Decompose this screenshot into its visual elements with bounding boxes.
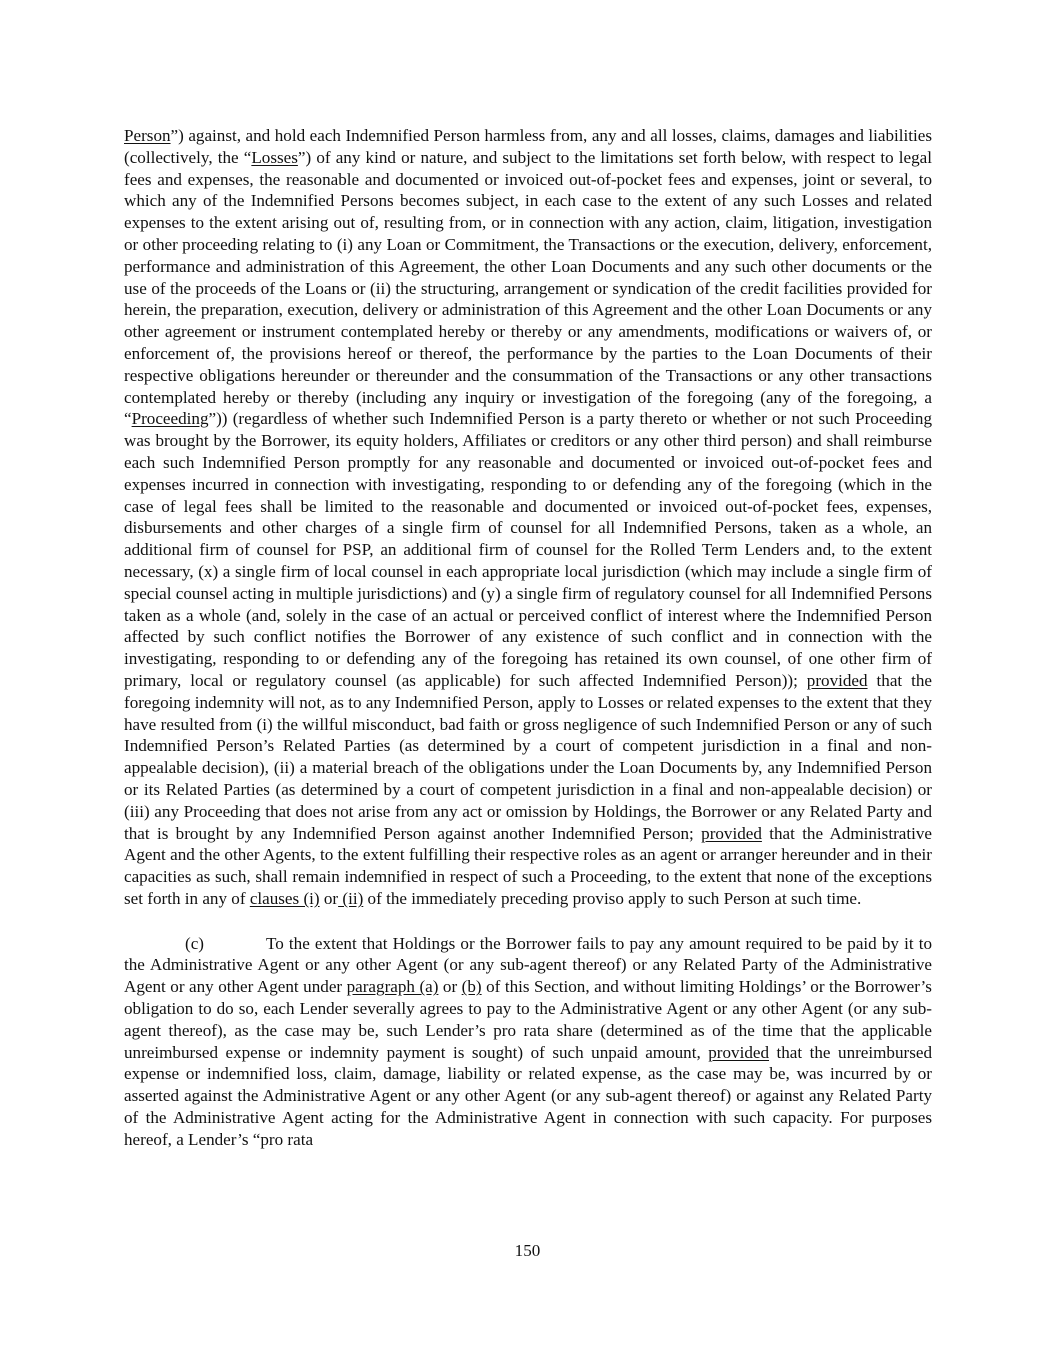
cross-reference-clauses-i: clauses (i) [249, 888, 320, 908]
defined-term-proceeding: Proceeding [131, 409, 209, 429]
cross-reference-ii: (ii) [338, 888, 364, 908]
paragraph-text: or [319, 888, 339, 908]
page-number: 150 [514, 1241, 541, 1260]
paragraph-text: of the immediately preceding proviso apply to such Person at such time. [363, 888, 862, 908]
paragraph-text: To the extent that Holdings or the Borrower fails to pay any amount required to be paid by it to the Administrative Agent or any other Agent (or any sub-agent thereof) or any Related Party of the Administrative Agent or any other Agent under [124, 933, 932, 997]
defined-term-person: Person [124, 126, 171, 145]
document-page [124, 125, 932, 1151]
paragraph-text: that the Administrative Agent and the other Agents, to the extent fulfilling their respective roles as an agent or arranger hereunder and in their capacities as such, shall remain indemnified in respect of such a Proceeding, to the extent that none of the exceptions set forth in any of [124, 823, 932, 908]
term-provided: provided [708, 1042, 770, 1062]
paragraph-label: (c) [185, 933, 204, 953]
paragraph-text: that the foregoing indemnity will not, as to any Indemnified Person, apply to Losses or related expenses to the extent that they have resulted from (i) the willful misconduct, bad faith or gross negligence of such Indemnified Person or any of such Indemnified Person’s Related Parties (as determined by a court of competent jurisdiction in a final and non-appealable decision), (ii) a material breach of the obligations under the Loan Documents by, any Indemnified Person or its Related Parties (as determined by a court of competent jurisdiction in a final and non-appealable decision) or (iii) any Proceeding that does not arise from any act or omission by Holdings, the Borrower or any Related Party and that is brought by any Indemnified Person against another Indemnified Person; [124, 670, 933, 843]
paragraph-text: ”) against, and hold each Indemnified Person harmless from, any and all losses, claims, damages and liabilities (collectively, the “ [124, 126, 932, 167]
indemnification-paragraph [124, 125, 932, 910]
term-provided: provided [806, 670, 868, 690]
paragraph-text: of this Section, and without limiting Holdings’ or the Borrower’s obligation to do so, each Lender severally agrees to pay to the Administrative Agent or any other Agent (or any sub-agent thereof), as the case may be, such Lender’s pro rata share (determined as of the time that the applicable unreimbursed expense or indemnity payment is sought) of such unpaid amount, [124, 977, 932, 1062]
cross-reference-paragraph-a: paragraph (a) [346, 977, 439, 997]
defined-term-losses: Losses [251, 147, 298, 167]
term-provided: provided [701, 823, 762, 843]
paragraph-text: or [438, 977, 462, 997]
lender-reimbursement-paragraph [124, 933, 932, 1151]
paragraph-text: that the unreimbursed expense or indemnified loss, claim, damage, liability or related expense, as the case may be, was incurred by or asserted against the Administrative Agent or any other Agent (or any sub-agent thereof) or against any Related Party of the Administrative Agent acting for the Administrative Agent in connection with such capacity. For purposes hereof, a Lender’s “pro rata [124, 1042, 933, 1149]
paragraph-text: ”) of any kind or nature, and subject to the limitations set forth below, with respect to legal fees and expenses, the reasonable and documented or invoiced out-of-pocket fees and expenses, joint or several, to which any of the Indemnified Persons becomes subject, in each case to the extent of any such Losses and related expenses to the extent arising out of, resulting from, or in connection with any action, claim, litigation, investigation or other proceeding relating to (i) any Loan or Commitment, the Transactions or the execution, delivery, enforcement, performance and administration of this Agreement, the other Loan Documents and any such other documents or the use of the proceeds of the Loans or (ii) the structuring, arrangement or syndication of the credit facilities provided for herein, the preparation, execution, delivery or administration of this Agreement and the other Loan Documents or any other agreement or instrument contemplated hereby or thereby or any amendments, modifications or waivers of, or enforcement of, the provisions hereof or thereof, the performance by the parties to the Loan Documents of their respective obligations hereunder or thereunder and the consummation of the Transactions or any other transactions contemplated hereby or thereby (including any inquiry or investigation of the foregoing (any of the foregoing, a “ [124, 147, 933, 429]
paragraph-text: ”)) (regardless of whether such Indemnified Person is a party thereto or whether or not such Proceeding was brought by the Borrower, its equity holders, Affiliates or creditors or any other third person) and shall reimburse each such Indemnified Person promptly for any reasonable and documented or invoiced out-of-pocket fees and expenses incurred in connection with investigating, responding to or defending any of the foregoing (which in the case of legal fees shall be limited to the reasonable and documented or invoiced out-of-pocket fees, expenses, disbursements and other charges of a single firm of counsel for all Indemnified Persons, taken as a whole, an additional firm of counsel for PSP, an additional firm of counsel for the Rolled Term Lenders and, to the extent necessary, (x) a single firm of local counsel in each appropriate local jurisdiction (which may include a single firm of special counsel acting in multiple jurisdictions) and (y) a single firm of regulatory counsel for all Indemnified Persons taken as a whole (and, solely in the case of an actual or perceived conflict of interest where the Indemnified Person affected by such conflict notifies the Borrower of any existence of such conflict and in connection with the investigating, responding to or defending any of the foregoing has retained its own counsel, of one other firm of primary, local or regulatory counsel (as applicable) for such affected Indemnified Person)); [124, 409, 932, 690]
cross-reference-b: (b) [461, 977, 482, 997]
